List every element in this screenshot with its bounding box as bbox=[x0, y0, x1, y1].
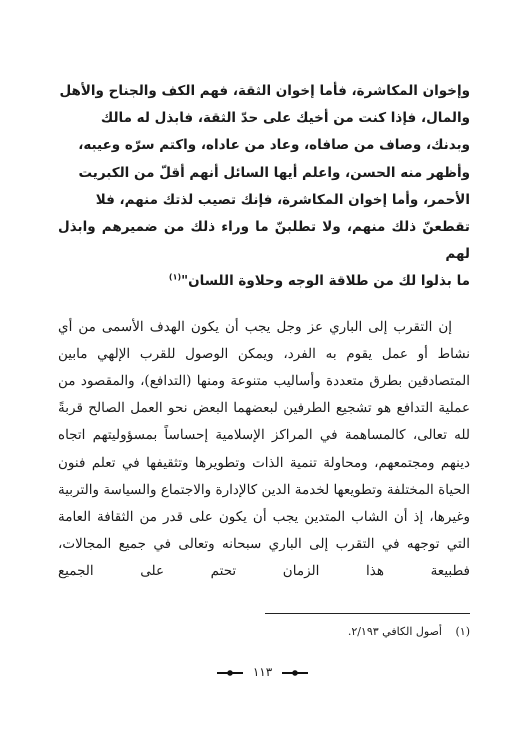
footnote-text: أصول الكافي ٢/١٩٣. bbox=[347, 625, 442, 638]
page-number: ١١٣ bbox=[252, 665, 273, 679]
quote-line: الأحمر، وأما إخوان المكاشرة، فإنك تصيب لذتك منهم، فلا bbox=[95, 191, 470, 208]
quote-last-line bbox=[58, 268, 470, 295]
page-number-block bbox=[0, 664, 525, 680]
quote-last-text: ما بذلوا لك من طلاقة الوجه وحلاوة اللسان" bbox=[181, 273, 470, 290]
body-paragraph: إن التقرب إلى الباري عز وجل يجب أن يكون الهدف الأسمى من أي نشاط أو عمل يقوم به الفرد، ويمكن الوصول للقرب الإلهي مابين المتصادقين بطرق متعددة وأساليب متنوعة ومنها (التدافع)، والمقصود من عملية التدافع هو تشجيع الطرفين لبعضهما البعض نحو العمل الصالح قربةً لله تعالى، كالمساهمة في المراكز الإسلامية إحساساً بمسؤوليتهم اتجاه دينهم ومجتمعهم، ومحاولة تنمية الذات وتطويرها وتثقيفها في تعلم فنون الحياة المختلفة وتطويعها لخدمة الدين كالإدارة والاجتماع والسياسة والتربية وغيرها، إذ أن الشاب المتدين يجب أن يكون على قدر من الثقافة العامة التي توجهه في التقرب إلى الباري سبحانه وتعالى في جميع المجالات، فطبيعة هذا الزمان تحتم على الجميع bbox=[58, 318, 470, 580]
quote-line: وإخوان المكاشرة، فأما إخوان الثقة، فهم الكف والجناح والأهل bbox=[59, 83, 470, 99]
footnote-divider bbox=[265, 613, 470, 614]
footnote-number: (١) bbox=[455, 625, 470, 638]
ornament-icon bbox=[217, 668, 243, 678]
quoted-hadith bbox=[58, 78, 470, 296]
ornament-icon bbox=[282, 668, 308, 678]
quote-line: والمال، فإذا كنت من أخيك على حدّ الثقة، فابذل له مالك bbox=[100, 110, 470, 127]
footnote bbox=[265, 624, 470, 640]
quote-line: وأظهر منه الحسن، واعلم أيها السائل أنهم أقلّ من الكبريت bbox=[78, 164, 470, 181]
quote-line: تقطعنّ ذلك منهم، ولا تطلبنّ ما وراء ذلك من ضميرهم وابذل لهم bbox=[58, 219, 470, 263]
page-content bbox=[58, 78, 470, 586]
body-paragraph-block bbox=[58, 314, 470, 586]
quote-line: وبدنك، وصاف من صافاه، وعاد من عاداه، واكتم سرّه وعيبه، bbox=[78, 137, 470, 154]
footnote-marker: (١) bbox=[168, 272, 182, 282]
